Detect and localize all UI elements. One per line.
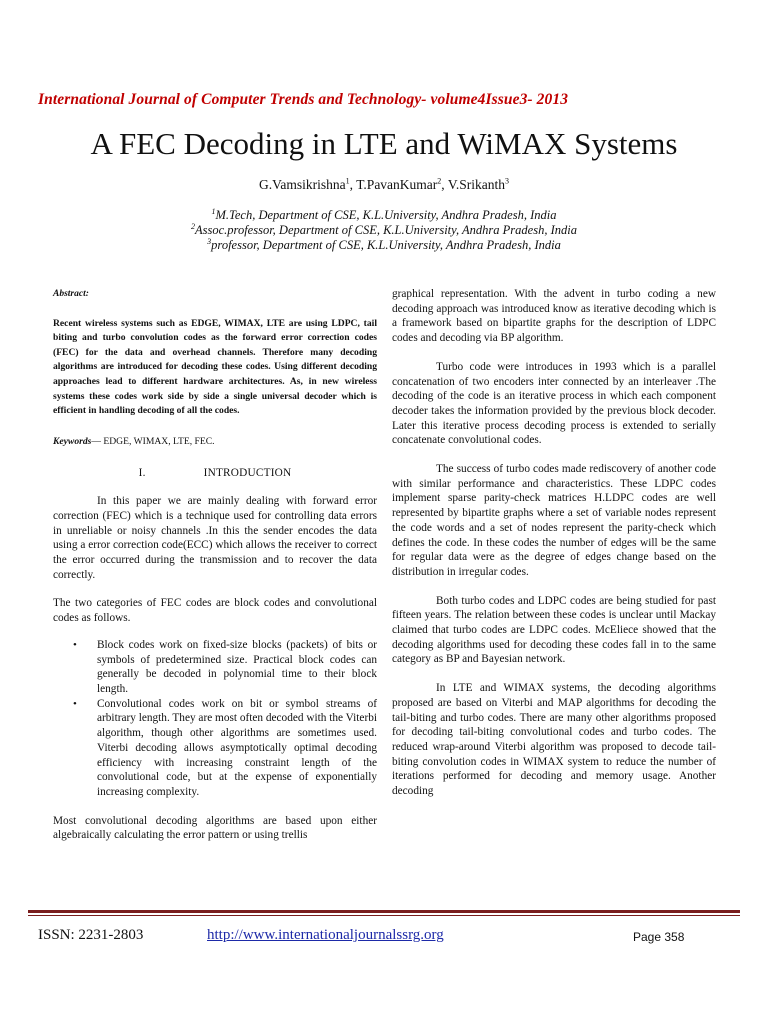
- affiliation-sup: 2: [191, 221, 196, 231]
- body-paragraph-5: In LTE and WIMAX systems, the decoding algorithms proposed are based on Viterbi and MAP algorithms for decoding the tail-biting and turbo codes. There are many other algorithms proposed for decoding tail-biting convolutional codes and turbo codes. The reduced wrap-around Viterbi algorithm was proposed to decode tail-biting convolution codes in WIMAX system to reduce the number of iterations performed for decoding and memory usage. Another decoding: [392, 682, 716, 798]
- abstract-text: Recent wireless systems such as EDGE, WIMAX, LTE are using LDPC, tail biting and turbo convolution codes as the forward error correction codes (FEC) for the data and overhead channels. Therefore many decoding algorithms are introduced for decoding these codes. Using different decoding approaches lead to different hardware architectures. As, in new wireless systems these codes work side by side a single universal decoder which is efficient in handling decoding of all the codes.: [53, 317, 377, 417]
- section-heading: [53, 466, 377, 481]
- bullet-icon: •: [73, 697, 77, 710]
- affiliation: [0, 223, 768, 238]
- author-name: T.PavanKumar: [356, 177, 438, 192]
- author-list: G.Vamsikrishna$^1$, T.PavanKumar$^2$, V.Srikanth$^3$: [259, 176, 509, 192]
- author-sup: 1: [345, 176, 350, 186]
- intro-paragraph-1: In this paper we are mainly dealing with forward error correction (FEC) which is a technique used for controlling data errors in unreliable or noisy channels .In this the sender encodes the data using a error correction code(ECC) which allows the receiver to correct the error occurred during the transmission and to recover the data correctly.: [53, 495, 377, 581]
- body-paragraph-1: graphical representation. With the advent in turbo coding a new decoding approach was introduced know as iterative decoding which is a framework based on bipartite graphs for the description of LDPC codes and decoding via BP algorithm.: [392, 288, 716, 345]
- section-number: I.: [138, 466, 146, 479]
- section-title: INTRODUCTION: [203, 466, 292, 479]
- code-types-list: [53, 638, 377, 800]
- author-name: V.Srikanth: [447, 177, 505, 192]
- abstract-heading: Abstract:: [53, 289, 89, 299]
- author-name: G.Vamsikrishna: [259, 177, 346, 192]
- page-number: Page 358: [633, 930, 685, 944]
- journal-link[interactable]: http://www.internationaljournalssrg.org: [207, 927, 444, 943]
- affiliation-sup: 1: [211, 206, 216, 216]
- author-sup: 2: [437, 176, 442, 186]
- author-sup: 3: [504, 176, 509, 186]
- affiliation: [0, 238, 768, 253]
- keywords-text: EDGE, WIMAX, LTE, FEC.: [100, 435, 215, 447]
- list-item: [53, 697, 377, 800]
- journal-header: International Journal of Computer Trends and Technology- volume4Issue3- 2013: [38, 91, 569, 108]
- intro-paragraph-3: Most convolutional decoding algorithms are based upon either algebraically calculating the error pattern or using trellis: [53, 814, 377, 842]
- keywords-dash: —: [91, 435, 101, 447]
- bullet-icon: •: [73, 638, 77, 651]
- intro-paragraph-2: The two categories of FEC codes are block codes and convolutional codes as follows.: [53, 597, 377, 625]
- affiliation-text: Assoc.professor, Department of CSE, K.L.University, Andhra Pradesh, India: [195, 223, 577, 237]
- body-paragraph-2: Turbo code were introduces in 1993 which is a parallel concatenation of two encoders inter connected by an interleaver .The decoding of the code is an iterative process in which each component decoder takes the information provided by the previous block decoder. Later this iterative process decoding process is extended to serially concatenate convolutional codes.: [392, 360, 716, 447]
- issn-label: ISSN: 2231-2803: [38, 927, 144, 943]
- list-item-text: Block codes work on fixed-size blocks (packets) of bits or symbols of predetermined size. Practical block codes can generally be decoded in polynomial time to their block length.: [97, 638, 377, 695]
- footer-divider: [28, 910, 740, 913]
- affiliation-text: professor, Department of CSE, K.L.University, Andhra Pradesh, India: [211, 238, 561, 252]
- paper-title: A FEC Decoding in LTE and WiMAX Systems: [90, 126, 678, 161]
- list-item-text: Convolutional codes work on bit or symbol streams of arbitrary length. They are most often decoded with the Viterbi algorithm, though other algorithms are sometimes used. Viterbi decoding allows asymptotically optimal decoding efficiency with increasing constraint length of the convolutional code, but at the expense of exponentially increasing complexity.: [97, 697, 377, 798]
- left-column: [53, 287, 377, 843]
- list-item: [53, 638, 377, 697]
- affiliation-list: [0, 208, 768, 253]
- keywords-line: [53, 435, 377, 450]
- right-column: [392, 287, 716, 799]
- body-paragraph-3: The success of turbo codes made rediscovery of another code with similar performance and characteristics. These LDPC codes implement sparse parity-check matrices H.LDPC codes are well represented by bipartite graphs where a set of variable nodes represent the code words and a set of nodes represent the parity-check which defines the code. In these codes the number of edges will be the same for regular data were as the degree of edges change based on the distribution in irregular codes.: [392, 463, 716, 578]
- keywords-label: Keywords: [53, 435, 92, 447]
- body-paragraph-4: Both turbo codes and LDPC codes are being studied for past fifteen years. The relation between these codes is unclear until Mackay claimed that turbo codes are LDPC codes. McEliece showed that the decoding algorithms used for decoding these codes fall in to the same category as BP and Bayesian network.: [392, 594, 716, 666]
- affiliation-sup: 3: [207, 236, 212, 246]
- footer-divider-thin: [28, 915, 740, 916]
- affiliation-text: M.Tech, Department of CSE, K.L.University, Andhra Pradesh, India: [215, 208, 557, 222]
- affiliation: [0, 208, 768, 223]
